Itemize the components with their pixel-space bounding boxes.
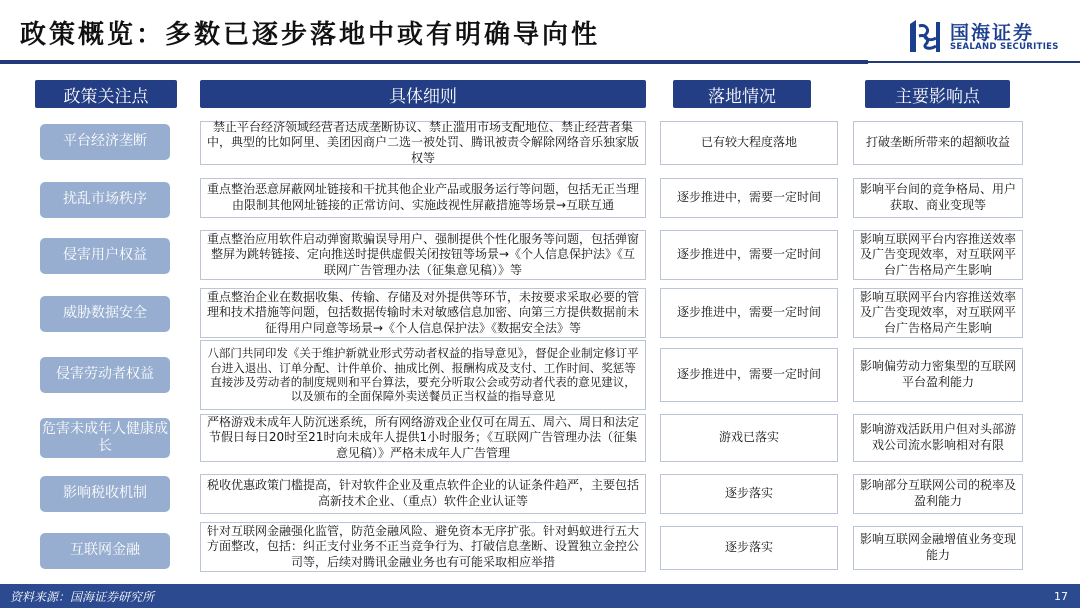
focus-label: 危害未成年人健康成长 [40, 418, 170, 458]
column-header-detail: 具体细则 [200, 80, 646, 108]
status-cell: 游戏已落实 [660, 414, 838, 462]
detail-cell: 严格游戏未成年人防沉迷系统，所有网络游戏企业仅可在周五、周六、周日和法定节假日每日20时至21时向未成年人提供1小时服务；《互联网广告管理办法（征集意见稿）》严格未成年人广告管理 [200, 414, 646, 462]
impact-cell: 影响互联网金融增值业务变现能力 [853, 526, 1023, 570]
impact-cell: 影响互联网平台内容推送效率及广告变现效率，对互联网平台广告格局产生影响 [853, 288, 1023, 338]
column-header-status: 落地情况 [673, 80, 811, 108]
impact-cell: 打破垄断所带来的超额收益 [853, 121, 1023, 165]
impact-cell: 影响部分互联网公司的税率及盈利能力 [853, 474, 1023, 514]
detail-cell: 重点整治恶意屏蔽网址链接和干扰其他企业产品或服务运行等问题，包括无正当理由限制其他网址链接的正常访问、实施歧视性屏蔽措施等场景→互联互通 [200, 178, 646, 218]
status-cell: 逐步落实 [660, 474, 838, 514]
focus-label: 侵害劳动者权益 [40, 357, 170, 393]
column-header-impact: 主要影响点 [865, 80, 1010, 108]
detail-cell: 重点整治企业在数据收集、传输、存储及对外提供等环节，未按要求采取必要的管理和技术措施等问题，包括数据传输时未对敏感信息加密、向第三方提供数据前未征得用户同意等场景→《个人信息保护法》《数据安全法》等 [200, 288, 646, 338]
status-cell: 已有较大程度落地 [660, 121, 838, 165]
page-number: 17 [1054, 589, 1068, 603]
impact-cell: 影响偏劳动力密集型的互联网平台盈利能力 [853, 348, 1023, 402]
detail-cell: 税收优惠政策门槛提高，针对软件企业及重点软件企业的认证条件趋严，主要包括高新技术企业、（重点）软件企业认证等 [200, 474, 646, 514]
status-cell: 逐步推进中，需要一定时间 [660, 288, 838, 338]
logo-name-cn: 国海证券 [950, 22, 1035, 44]
impact-cell: 影响游戏活跃用户但对头部游戏公司流水影响相对有限 [853, 414, 1023, 462]
focus-label: 侵害用户权益 [40, 238, 170, 274]
logo-name-en: SEALAND SECURITIES [950, 42, 1059, 52]
status-cell: 逐步推进中，需要一定时间 [660, 230, 838, 280]
focus-label: 平台经济垄断 [40, 124, 170, 160]
impact-cell: 影响平台间的竞争格局、用户获取、商业变现等 [853, 178, 1023, 218]
page-title: 政策概览：多数已逐步落地中或有明确导向性 [20, 20, 601, 50]
footer-bar [0, 584, 1080, 608]
source-note: 资料来源：国海证券研究所 [10, 589, 155, 604]
status-cell: 逐步推进中，需要一定时间 [660, 348, 838, 402]
detail-cell: 禁止平台经济领域经营者达成垄断协议、禁止滥用市场支配地位、禁止经营者集中，典型的比如阿里、美团因商户二选一被处罚、腾讯被责令解除网络音乐独家版权等 [200, 121, 646, 165]
status-cell: 逐步落实 [660, 526, 838, 570]
focus-label: 扰乱市场秩序 [40, 182, 170, 218]
focus-label: 威胁数据安全 [40, 296, 170, 332]
company-logo [906, 14, 1066, 58]
detail-cell: 重点整治应用软件启动弹窗欺骗误导用户、强制提供个性化服务等问题，包括弹窗整屏为跳转链接、定向推送时提供虚假关闭按钮等场景→《个人信息保护法》《互联网广告管理办法（征集意见稿）》等 [200, 230, 646, 280]
header-divider [0, 60, 868, 64]
sealand-logo-icon [906, 18, 942, 54]
status-cell: 逐步推进中，需要一定时间 [660, 178, 838, 218]
detail-cell: 八部门共同印发《关于维护新就业形式劳动者权益的指导意见》，督促企业制定修订平台进入退出、订单分配、计件单价、抽成比例、报酬构成及支付、工作时间、奖惩等直接涉及劳动者的制度规则和平台算法，要充分听取公会或劳动者代表的意见建议，以及颁布的全面保障外卖送餐员正当权益的指导意见 [200, 340, 646, 410]
focus-label: 影响税收机制 [40, 476, 170, 512]
header-divider-thin [868, 61, 1080, 63]
impact-cell: 影响互联网平台内容推送效率及广告变现效率，对互联网平台广告格局产生影响 [853, 230, 1023, 280]
column-header-focus: 政策关注点 [35, 80, 177, 108]
focus-label: 互联网金融 [40, 533, 170, 569]
detail-cell: 针对互联网金融强化监管，防范金融风险、避免资本无序扩张。针对蚂蚁进行五大方面整改，包括：纠正支付业务不正当竞争行为、打破信息垄断、设置独立金控公司等，后续对腾讯金融业务也有可能采取相应举措 [200, 522, 646, 572]
